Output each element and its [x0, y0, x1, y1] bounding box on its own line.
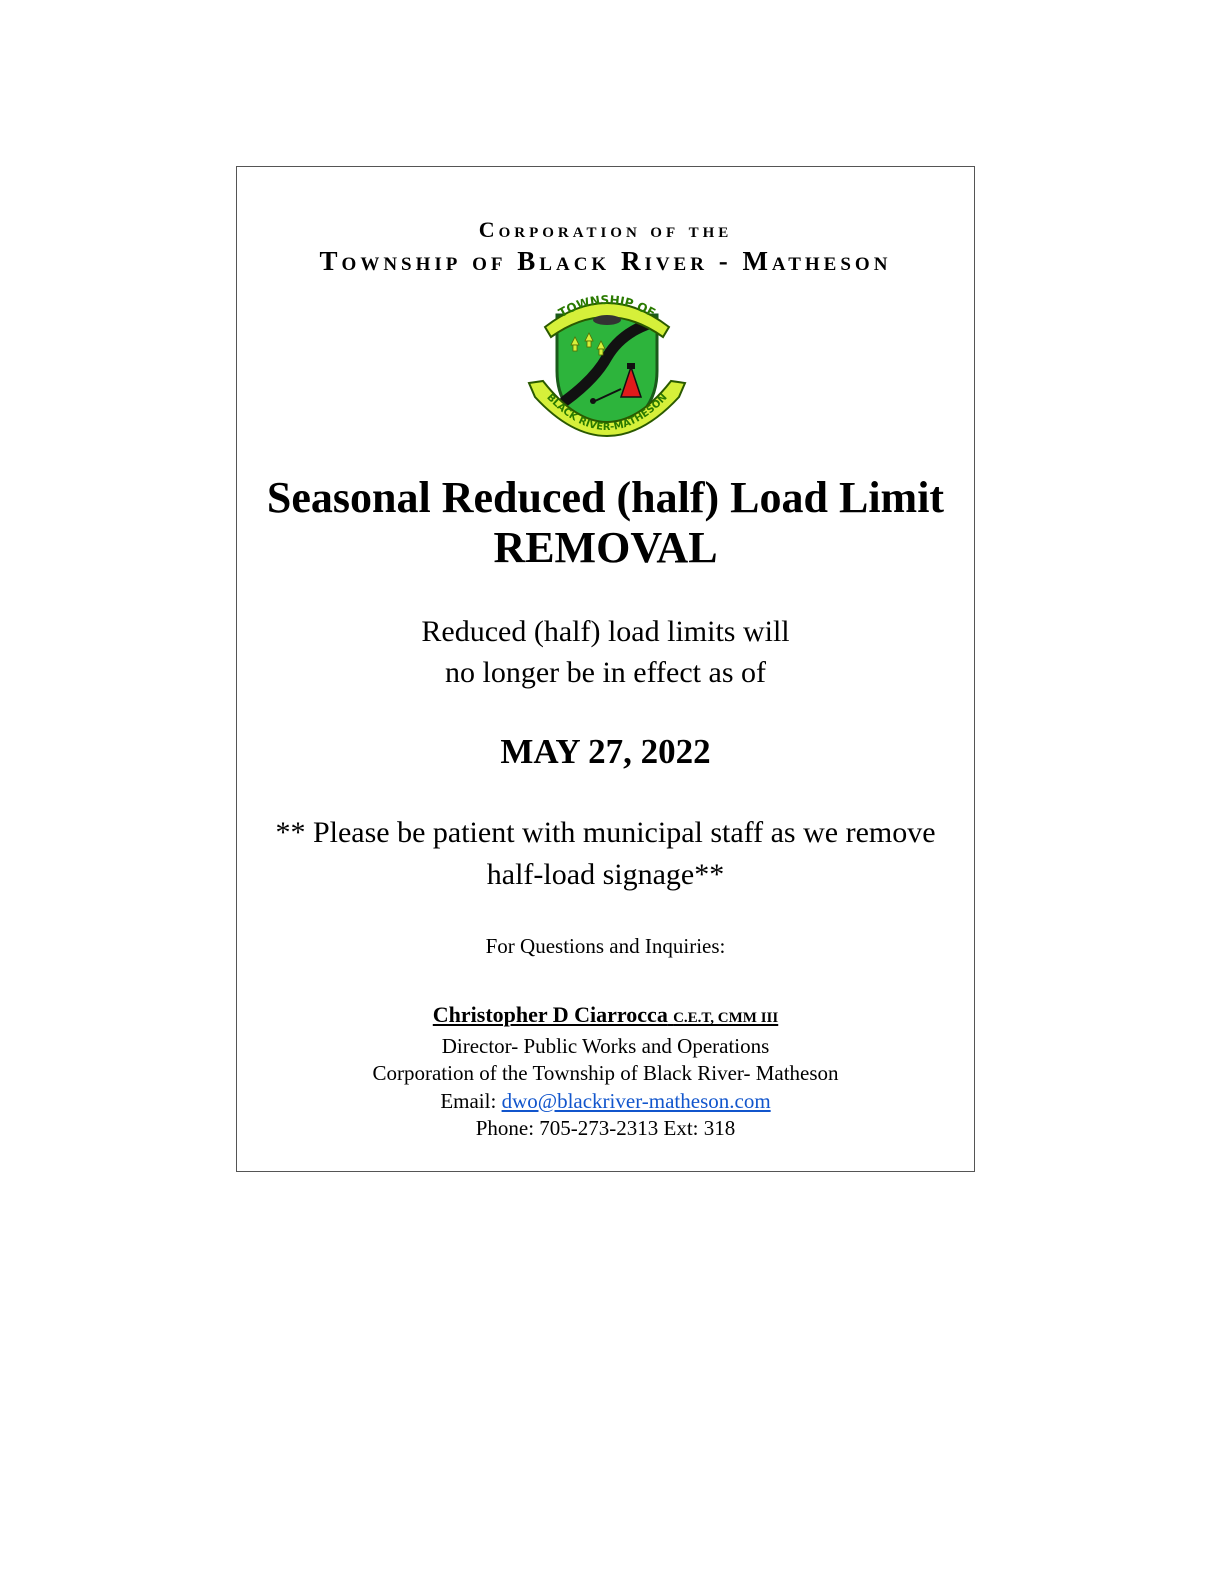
contact-organization: Corporation of the Township of Black River- Matheson: [372, 1061, 839, 1085]
email-link[interactable]: dwo@blackriver-matheson.com: [501, 1088, 771, 1113]
notice-body: [237, 611, 974, 693]
body-line-1: Reduced (half) load limits will: [421, 615, 790, 648]
header-corporation: Corporation of the: [478, 217, 733, 242]
notice-title: [237, 473, 974, 573]
title-line-2: REMOVAL: [493, 523, 718, 572]
patience-line-2: half-load signage**: [486, 858, 725, 891]
contact-phone: Phone: 705-273-2313 Ext: 318: [475, 1116, 736, 1140]
contact-name-line: [237, 1001, 974, 1033]
body-line-2: no longer be in effect as of: [445, 656, 766, 689]
email-label: Email:: [440, 1088, 497, 1113]
logo-bottom-text: BLACK RIVER-MATHESON: [544, 392, 670, 434]
header-township: Township of Black River - Matheson: [319, 246, 892, 276]
contact-block: [237, 1001, 974, 1143]
patience-notice: [237, 812, 974, 896]
contact-role: Director- Public Works and Operations: [441, 1033, 770, 1058]
title-line-1: Seasonal Reduced (half) Load Limit: [266, 473, 945, 522]
patience-line-1: ** Please be patient with municipal staff as we remove: [275, 816, 936, 849]
notice-box: [236, 166, 975, 1172]
contact-name: Christopher D Ciarrocca: [432, 1002, 668, 1027]
contact-email-line: [237, 1088, 974, 1116]
effective-date: MAY 27, 2022: [500, 732, 711, 771]
logo-top-text: TOWNSHIP OF: [556, 293, 658, 321]
township-crest-logo: [525, 293, 689, 451]
contact-credentials: C.E.T, CMM III: [673, 1010, 779, 1026]
questions-heading: For Questions and Inquiries:: [485, 934, 726, 958]
